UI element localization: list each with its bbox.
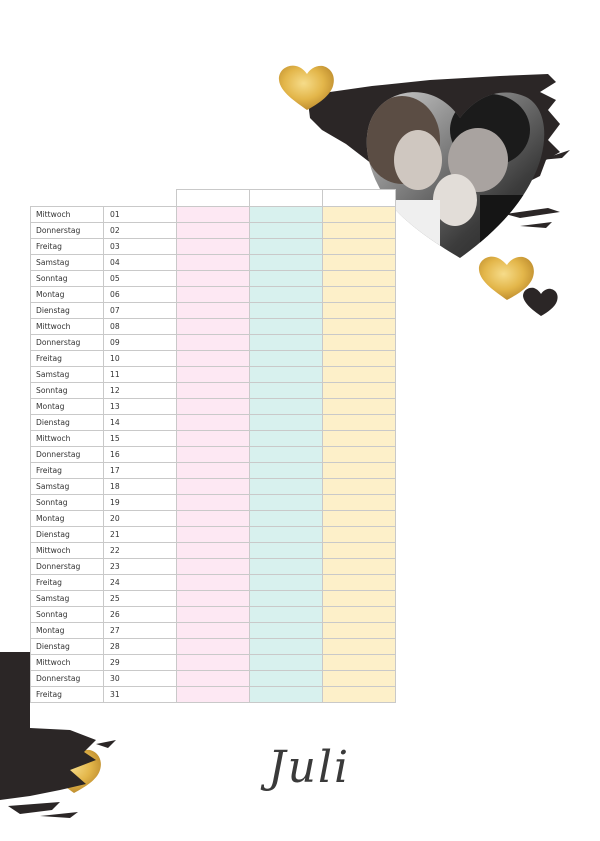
weekday-cell: Dienstag bbox=[31, 303, 104, 319]
entry-cell[interactable] bbox=[177, 399, 250, 415]
entry-cell[interactable] bbox=[250, 687, 323, 703]
day-number-cell: 27 bbox=[104, 623, 177, 639]
entry-cell[interactable] bbox=[250, 543, 323, 559]
day-number-cell: 08 bbox=[104, 319, 177, 335]
black-heart-icon bbox=[523, 288, 558, 316]
weekday-cell: Samstag bbox=[31, 591, 104, 607]
calendar-body bbox=[31, 207, 396, 703]
entry-cell[interactable] bbox=[323, 367, 396, 383]
entry-cell[interactable] bbox=[250, 303, 323, 319]
weekday-cell: Dienstag bbox=[31, 639, 104, 655]
entry-cell[interactable] bbox=[323, 575, 396, 591]
entry-cell[interactable] bbox=[323, 559, 396, 575]
day-number-cell: 19 bbox=[104, 495, 177, 511]
entry-cell[interactable] bbox=[177, 303, 250, 319]
entry-cell[interactable] bbox=[177, 287, 250, 303]
entry-cell[interactable] bbox=[177, 239, 250, 255]
entry-cell[interactable] bbox=[323, 431, 396, 447]
entry-cell[interactable] bbox=[177, 367, 250, 383]
table-row bbox=[31, 351, 396, 367]
table-row bbox=[31, 271, 396, 287]
day-number-cell: 01 bbox=[104, 207, 177, 223]
weekday-cell: Montag bbox=[31, 511, 104, 527]
table-row bbox=[31, 575, 396, 591]
weekday-cell: Mittwoch bbox=[31, 431, 104, 447]
entry-cell[interactable] bbox=[177, 495, 250, 511]
entry-cell[interactable] bbox=[250, 271, 323, 287]
entry-cell[interactable] bbox=[250, 639, 323, 655]
weekday-cell: Samstag bbox=[31, 367, 104, 383]
entry-cell[interactable] bbox=[250, 559, 323, 575]
column-header[interactable] bbox=[250, 190, 323, 207]
entry-cell[interactable] bbox=[177, 415, 250, 431]
day-number-cell: 09 bbox=[104, 335, 177, 351]
weekday-cell: Montag bbox=[31, 623, 104, 639]
entry-cell[interactable] bbox=[250, 431, 323, 447]
entry-cell[interactable] bbox=[323, 495, 396, 511]
table-row bbox=[31, 463, 396, 479]
weekday-cell: Sonntag bbox=[31, 607, 104, 623]
day-number-cell: 18 bbox=[104, 479, 177, 495]
weekday-cell: Donnerstag bbox=[31, 447, 104, 463]
weekday-cell: Montag bbox=[31, 287, 104, 303]
entry-cell[interactable] bbox=[323, 687, 396, 703]
weekday-cell: Dienstag bbox=[31, 415, 104, 431]
day-number-cell: 05 bbox=[104, 271, 177, 287]
table-row bbox=[31, 607, 396, 623]
entry-cell[interactable] bbox=[323, 623, 396, 639]
entry-cell[interactable] bbox=[177, 623, 250, 639]
weekday-cell: Donnerstag bbox=[31, 223, 104, 239]
entry-cell[interactable] bbox=[250, 367, 323, 383]
day-number-cell: 02 bbox=[104, 223, 177, 239]
day-number-cell: 14 bbox=[104, 415, 177, 431]
entry-cell[interactable] bbox=[323, 383, 396, 399]
table-row bbox=[31, 335, 396, 351]
table-row bbox=[31, 431, 396, 447]
entry-cell[interactable] bbox=[250, 623, 323, 639]
table-row bbox=[31, 671, 396, 687]
day-number-cell: 11 bbox=[104, 367, 177, 383]
entry-cell[interactable] bbox=[250, 495, 323, 511]
entry-cell[interactable] bbox=[323, 415, 396, 431]
column-header[interactable] bbox=[177, 190, 250, 207]
entry-cell[interactable] bbox=[250, 527, 323, 543]
entry-cell[interactable] bbox=[323, 655, 396, 671]
entry-cell[interactable] bbox=[177, 511, 250, 527]
day-number-cell: 04 bbox=[104, 255, 177, 271]
column-header[interactable] bbox=[323, 190, 396, 207]
table-row bbox=[31, 655, 396, 671]
entry-cell[interactable] bbox=[177, 383, 250, 399]
entry-cell[interactable] bbox=[323, 223, 396, 239]
entry-cell[interactable] bbox=[323, 399, 396, 415]
entry-cell[interactable] bbox=[250, 463, 323, 479]
day-number-cell: 13 bbox=[104, 399, 177, 415]
weekday-cell: Donnerstag bbox=[31, 559, 104, 575]
entry-cell[interactable] bbox=[177, 271, 250, 287]
entry-cell[interactable] bbox=[177, 319, 250, 335]
entry-cell[interactable] bbox=[250, 591, 323, 607]
entry-cell[interactable] bbox=[323, 351, 396, 367]
table-row bbox=[31, 399, 396, 415]
weekday-cell: Mittwoch bbox=[31, 655, 104, 671]
entry-cell[interactable] bbox=[177, 527, 250, 543]
day-number-cell: 30 bbox=[104, 671, 177, 687]
entry-cell[interactable] bbox=[177, 431, 250, 447]
entry-cell[interactable] bbox=[250, 655, 323, 671]
entry-cell[interactable] bbox=[323, 271, 396, 287]
entry-cell[interactable] bbox=[177, 607, 250, 623]
day-number-cell: 23 bbox=[104, 559, 177, 575]
table-row bbox=[31, 511, 396, 527]
entry-cell[interactable] bbox=[177, 639, 250, 655]
entry-cell[interactable] bbox=[250, 207, 323, 223]
weekday-cell: Sonntag bbox=[31, 271, 104, 287]
entry-cell[interactable] bbox=[323, 591, 396, 607]
entry-cell[interactable] bbox=[250, 287, 323, 303]
table-row bbox=[31, 623, 396, 639]
entry-cell[interactable] bbox=[250, 607, 323, 623]
entry-cell[interactable] bbox=[323, 671, 396, 687]
weekday-cell: Freitag bbox=[31, 687, 104, 703]
entry-cell[interactable] bbox=[323, 335, 396, 351]
weekday-cell: Samstag bbox=[31, 255, 104, 271]
day-number-cell: 17 bbox=[104, 463, 177, 479]
entry-cell[interactable] bbox=[177, 479, 250, 495]
table-row bbox=[31, 383, 396, 399]
weekday-cell: Donnerstag bbox=[31, 335, 104, 351]
month-title: Juli bbox=[268, 742, 351, 793]
entry-cell[interactable] bbox=[250, 255, 323, 271]
entry-cell[interactable] bbox=[250, 447, 323, 463]
header-blank bbox=[104, 190, 177, 207]
table-row bbox=[31, 367, 396, 383]
entry-cell[interactable] bbox=[177, 351, 250, 367]
table-row bbox=[31, 543, 396, 559]
entry-cell[interactable] bbox=[177, 447, 250, 463]
table-row bbox=[31, 255, 396, 271]
entry-cell[interactable] bbox=[250, 335, 323, 351]
weekday-cell: Mittwoch bbox=[31, 207, 104, 223]
table-row bbox=[31, 447, 396, 463]
day-number-cell: 22 bbox=[104, 543, 177, 559]
entry-cell[interactable] bbox=[250, 351, 323, 367]
weekday-cell: Freitag bbox=[31, 239, 104, 255]
weekday-cell: Sonntag bbox=[31, 383, 104, 399]
entry-cell[interactable] bbox=[323, 479, 396, 495]
table-row bbox=[31, 559, 396, 575]
entry-cell[interactable] bbox=[323, 463, 396, 479]
weekday-cell: Mittwoch bbox=[31, 543, 104, 559]
weekday-cell: Samstag bbox=[31, 479, 104, 495]
entry-cell[interactable] bbox=[250, 415, 323, 431]
table-row bbox=[31, 591, 396, 607]
entry-cell[interactable] bbox=[250, 239, 323, 255]
day-number-cell: 25 bbox=[104, 591, 177, 607]
entry-cell[interactable] bbox=[250, 511, 323, 527]
entry-cell[interactable] bbox=[177, 559, 250, 575]
weekday-cell: Freitag bbox=[31, 463, 104, 479]
day-number-cell: 26 bbox=[104, 607, 177, 623]
table-row bbox=[31, 239, 396, 255]
day-number-cell: 28 bbox=[104, 639, 177, 655]
entry-cell[interactable] bbox=[250, 575, 323, 591]
table-row bbox=[31, 639, 396, 655]
weekday-cell: Donnerstag bbox=[31, 671, 104, 687]
table-row bbox=[31, 479, 396, 495]
weekday-cell: Sonntag bbox=[31, 495, 104, 511]
entry-cell[interactable] bbox=[323, 543, 396, 559]
entry-cell[interactable] bbox=[323, 511, 396, 527]
weekday-cell: Freitag bbox=[31, 351, 104, 367]
weekday-cell: Freitag bbox=[31, 575, 104, 591]
day-number-cell: 29 bbox=[104, 655, 177, 671]
entry-cell[interactable] bbox=[177, 575, 250, 591]
entry-cell[interactable] bbox=[177, 655, 250, 671]
calendar-table bbox=[30, 189, 396, 703]
day-number-cell: 20 bbox=[104, 511, 177, 527]
entry-cell[interactable] bbox=[323, 639, 396, 655]
header-blank bbox=[31, 190, 104, 207]
entry-cell[interactable] bbox=[177, 671, 250, 687]
entry-cell[interactable] bbox=[323, 207, 396, 223]
day-number-cell: 24 bbox=[104, 575, 177, 591]
entry-cell[interactable] bbox=[323, 319, 396, 335]
table-row bbox=[31, 223, 396, 239]
entry-cell[interactable] bbox=[323, 255, 396, 271]
entry-cell[interactable] bbox=[177, 687, 250, 703]
entry-cell[interactable] bbox=[323, 607, 396, 623]
entry-cell[interactable] bbox=[323, 447, 396, 463]
day-number-cell: 10 bbox=[104, 351, 177, 367]
day-number-cell: 03 bbox=[104, 239, 177, 255]
entry-cell[interactable] bbox=[323, 527, 396, 543]
table-row bbox=[31, 495, 396, 511]
weekday-cell: Montag bbox=[31, 399, 104, 415]
day-number-cell: 06 bbox=[104, 287, 177, 303]
entry-cell[interactable] bbox=[323, 239, 396, 255]
day-number-cell: 16 bbox=[104, 447, 177, 463]
entry-cell[interactable] bbox=[177, 463, 250, 479]
table-row bbox=[31, 687, 396, 703]
entry-cell[interactable] bbox=[177, 335, 250, 351]
table-row bbox=[31, 303, 396, 319]
entry-cell[interactable] bbox=[250, 383, 323, 399]
entry-cell[interactable] bbox=[177, 255, 250, 271]
table-row bbox=[31, 207, 396, 223]
entry-cell[interactable] bbox=[250, 479, 323, 495]
table-row bbox=[31, 287, 396, 303]
entry-cell[interactable] bbox=[177, 223, 250, 239]
day-number-cell: 15 bbox=[104, 431, 177, 447]
table-row bbox=[31, 319, 396, 335]
entry-cell[interactable] bbox=[177, 207, 250, 223]
entry-cell[interactable] bbox=[177, 543, 250, 559]
entry-cell[interactable] bbox=[250, 671, 323, 687]
day-number-cell: 21 bbox=[104, 527, 177, 543]
entry-cell[interactable] bbox=[250, 399, 323, 415]
entry-cell[interactable] bbox=[177, 591, 250, 607]
entry-cell[interactable] bbox=[323, 287, 396, 303]
weekday-cell: Mittwoch bbox=[31, 319, 104, 335]
day-number-cell: 07 bbox=[104, 303, 177, 319]
weekday-cell: Dienstag bbox=[31, 527, 104, 543]
day-number-cell: 31 bbox=[104, 687, 177, 703]
entry-cell[interactable] bbox=[250, 319, 323, 335]
table-row bbox=[31, 415, 396, 431]
table-row bbox=[31, 527, 396, 543]
entry-cell[interactable] bbox=[250, 223, 323, 239]
day-number-cell: 12 bbox=[104, 383, 177, 399]
entry-cell[interactable] bbox=[323, 303, 396, 319]
header-row bbox=[31, 190, 396, 207]
